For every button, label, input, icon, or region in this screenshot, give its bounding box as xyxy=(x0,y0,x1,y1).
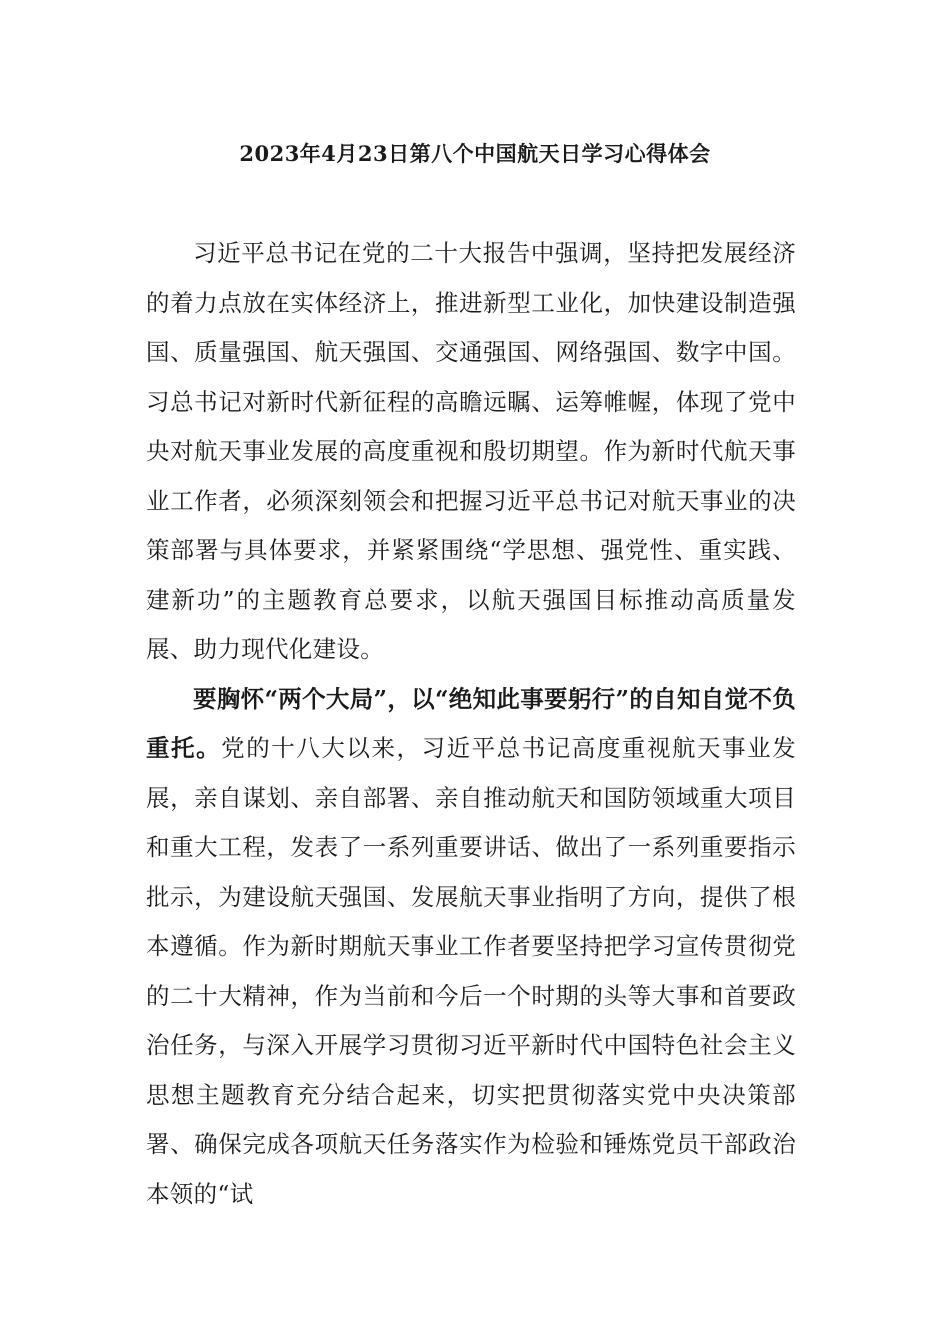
document-title: 2023年4月23日第八个中国航天日学习心得体会 xyxy=(239,141,711,166)
paragraph-2 xyxy=(146,675,796,1220)
paragraph-1 xyxy=(146,229,796,675)
paragraph-1-text: 习近平总书记在党的二十大报告中强调，坚持把发展经济的着力点放在实体经济上，推进新型工业化，加快建设制造强国、质量强国、航天强国、交通强国、网络强国、数字中国。习总书记对新时代新征程的高瞻远瞩、运筹帷幄，体现了党中央对航天事业发展的高度重视和殷切期望。作为新时代航天事业工作者，必须深刻领会和把握习近平总书记对航天事业的决策部署与具体要求，并紧紧围绕“学思想、强党性、重实践、建新功”的主题教育总要求，以航天强国目标推动高质量发展、助力现代化建设。 xyxy=(146,239,796,663)
document-body xyxy=(146,229,796,1219)
paragraph-2-text: 党的十八大以来，习近平总书记高度重视航天事业发展，亲自谋划、亲自部署、亲自推动航天和国防领域重大项目和重大工程，发表了一系列重要讲话、做出了一系列重要指示批示，为建设航天强国、发展航天事业指明了方向，提供了根本遵循。作为新时期航天事业工作者要坚持把学习宣传贯彻党的二十大精神，作为当前和今后一个时期的头等大事和首要政治任务，与深入开展学习贯彻习近平新时代中国特色社会主义思想主题教育充分结合起来，切实把贯彻落实党中央决策部署、确保完成各项航天任务落实作为检验和锤炼党员干部政治本领的“试 xyxy=(146,734,797,1208)
paragraph-2-lead: 要胸怀“两个大局”，以“绝知此事要躬行”的自知自觉不负重托。 xyxy=(146,684,796,762)
